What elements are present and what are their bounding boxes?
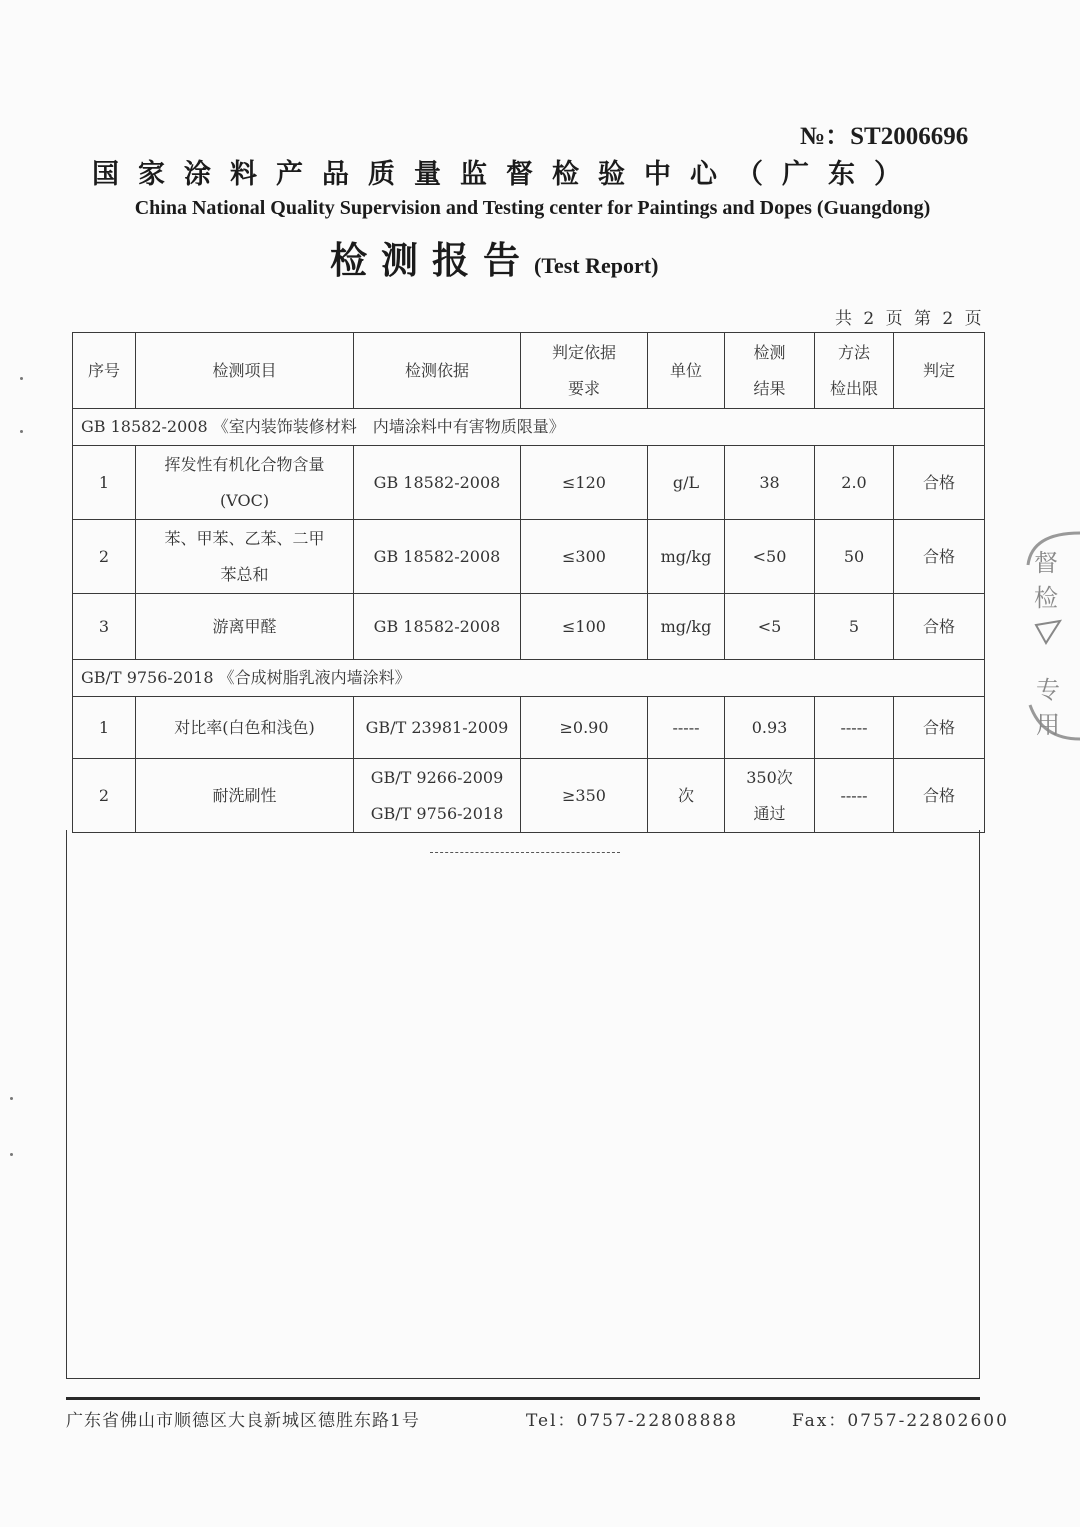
cell-item: 游离甲醛 — [136, 594, 354, 660]
table-row — [73, 520, 985, 594]
header-result: 检测 结果 — [725, 333, 815, 409]
cell-requirement: ≥350 — [521, 759, 648, 833]
cell-limit: 2.0 — [815, 446, 894, 520]
cell-item: 挥发性有机化合物含量 (VOC) — [136, 446, 354, 520]
cell-requirement: ≤300 — [521, 520, 648, 594]
cell-result: 38 — [725, 446, 815, 520]
cell-no: 1 — [73, 697, 136, 759]
cell-basis: GB/T 9266-2009 GB/T 9756-2018 — [354, 759, 521, 833]
footer-fax: Fax：0757-22802600 — [792, 1411, 1009, 1431]
cell-item: 耐洗刷性 — [136, 759, 354, 833]
table-empty-area — [66, 830, 980, 1379]
cell-verdict: 合格 — [894, 446, 985, 520]
header-no: 序号 — [73, 333, 136, 409]
cell-unit: 次 — [648, 759, 725, 833]
cell-unit: g/L — [648, 446, 725, 520]
footer-address: 广东省佛山市顺德区大良新城区德胜东路1号 — [66, 1411, 420, 1431]
cell-verdict: 合格 — [894, 594, 985, 660]
scan-speck — [20, 377, 23, 380]
page-count: 共 2 页 第 2 页 — [835, 309, 985, 329]
section2-title: GB/T 9756-2018 《合成树脂乳液内墙涂料》 — [73, 660, 985, 697]
table-row — [73, 446, 985, 520]
header-item: 检测项目 — [136, 333, 354, 409]
cell-limit: 50 — [815, 520, 894, 594]
cell-requirement: ≤100 — [521, 594, 648, 660]
cell-item: 对比率(白色和浅色) — [136, 697, 354, 759]
cell-no: 3 — [73, 594, 136, 660]
seal-stamp-fragment — [1022, 525, 1080, 745]
cell-verdict: 合格 — [894, 697, 985, 759]
cell-limit: 5 — [815, 594, 894, 660]
cell-no: 1 — [73, 446, 136, 520]
cell-result: 350次 通过 — [725, 759, 815, 833]
cell-basis: GB 18582-2008 — [354, 520, 521, 594]
cell-basis: GB 18582-2008 — [354, 446, 521, 520]
header-requirement: 判定依据 要求 — [521, 333, 648, 409]
cell-verdict: 合格 — [894, 759, 985, 833]
report-title-cn: 检测报告 — [330, 239, 534, 282]
cell-basis: GB 18582-2008 — [354, 594, 521, 660]
scan-speck — [10, 1153, 13, 1156]
header-unit: 单位 — [648, 333, 725, 409]
stamp-text-top: 督检 — [1034, 549, 1058, 612]
cell-result: <5 — [725, 594, 815, 660]
header-basis: 检测依据 — [354, 333, 521, 409]
cell-verdict: 合格 — [894, 520, 985, 594]
cell-limit: ----- — [815, 697, 894, 759]
footer-tel: Tel：0757-22808888 — [526, 1411, 739, 1431]
section-header-row — [73, 660, 985, 697]
cell-requirement: ≤120 — [521, 446, 648, 520]
cell-result: 0.93 — [725, 697, 815, 759]
report-number: №：ST2006696 — [800, 123, 969, 150]
cell-limit: ----- — [815, 759, 894, 833]
table-row — [73, 759, 985, 833]
footer-divider — [66, 1397, 980, 1400]
report-title — [330, 230, 658, 284]
cell-unit: mg/kg — [648, 520, 725, 594]
table-header-row — [73, 333, 985, 409]
cell-unit: mg/kg — [648, 594, 725, 660]
test-results-table — [72, 332, 985, 833]
section1-title: GB 18582-2008 《室内装饰装修材料 内墙涂料中有害物质限量》 — [73, 409, 985, 446]
cell-basis: GB/T 23981-2009 — [354, 697, 521, 759]
end-of-table-dash-line — [430, 852, 620, 853]
cell-result: <50 — [725, 520, 815, 594]
cell-unit: ----- — [648, 697, 725, 759]
scan-speck — [20, 430, 23, 433]
stamp-text-bottom: 专用 — [1036, 676, 1060, 739]
scan-speck — [10, 1097, 13, 1100]
cell-requirement: ≥0.90 — [521, 697, 648, 759]
cell-no: 2 — [73, 759, 136, 833]
header-limit: 方法 检出限 — [815, 333, 894, 409]
table-row — [73, 594, 985, 660]
cell-no: 2 — [73, 520, 136, 594]
center-name-en: China National Quality Supervision and Testing center for Paintings and Dopes (Guangdong) — [134, 197, 931, 219]
center-name-cn: 国家涂料产品质量监督检验中心（广东） — [92, 159, 920, 190]
table-row — [73, 697, 985, 759]
cell-item: 苯、甲苯、乙苯、二甲 苯总和 — [136, 520, 354, 594]
header-verdict: 判定 — [894, 333, 985, 409]
section-header-row — [73, 409, 985, 446]
report-title-en: (Test Report) — [534, 253, 659, 278]
